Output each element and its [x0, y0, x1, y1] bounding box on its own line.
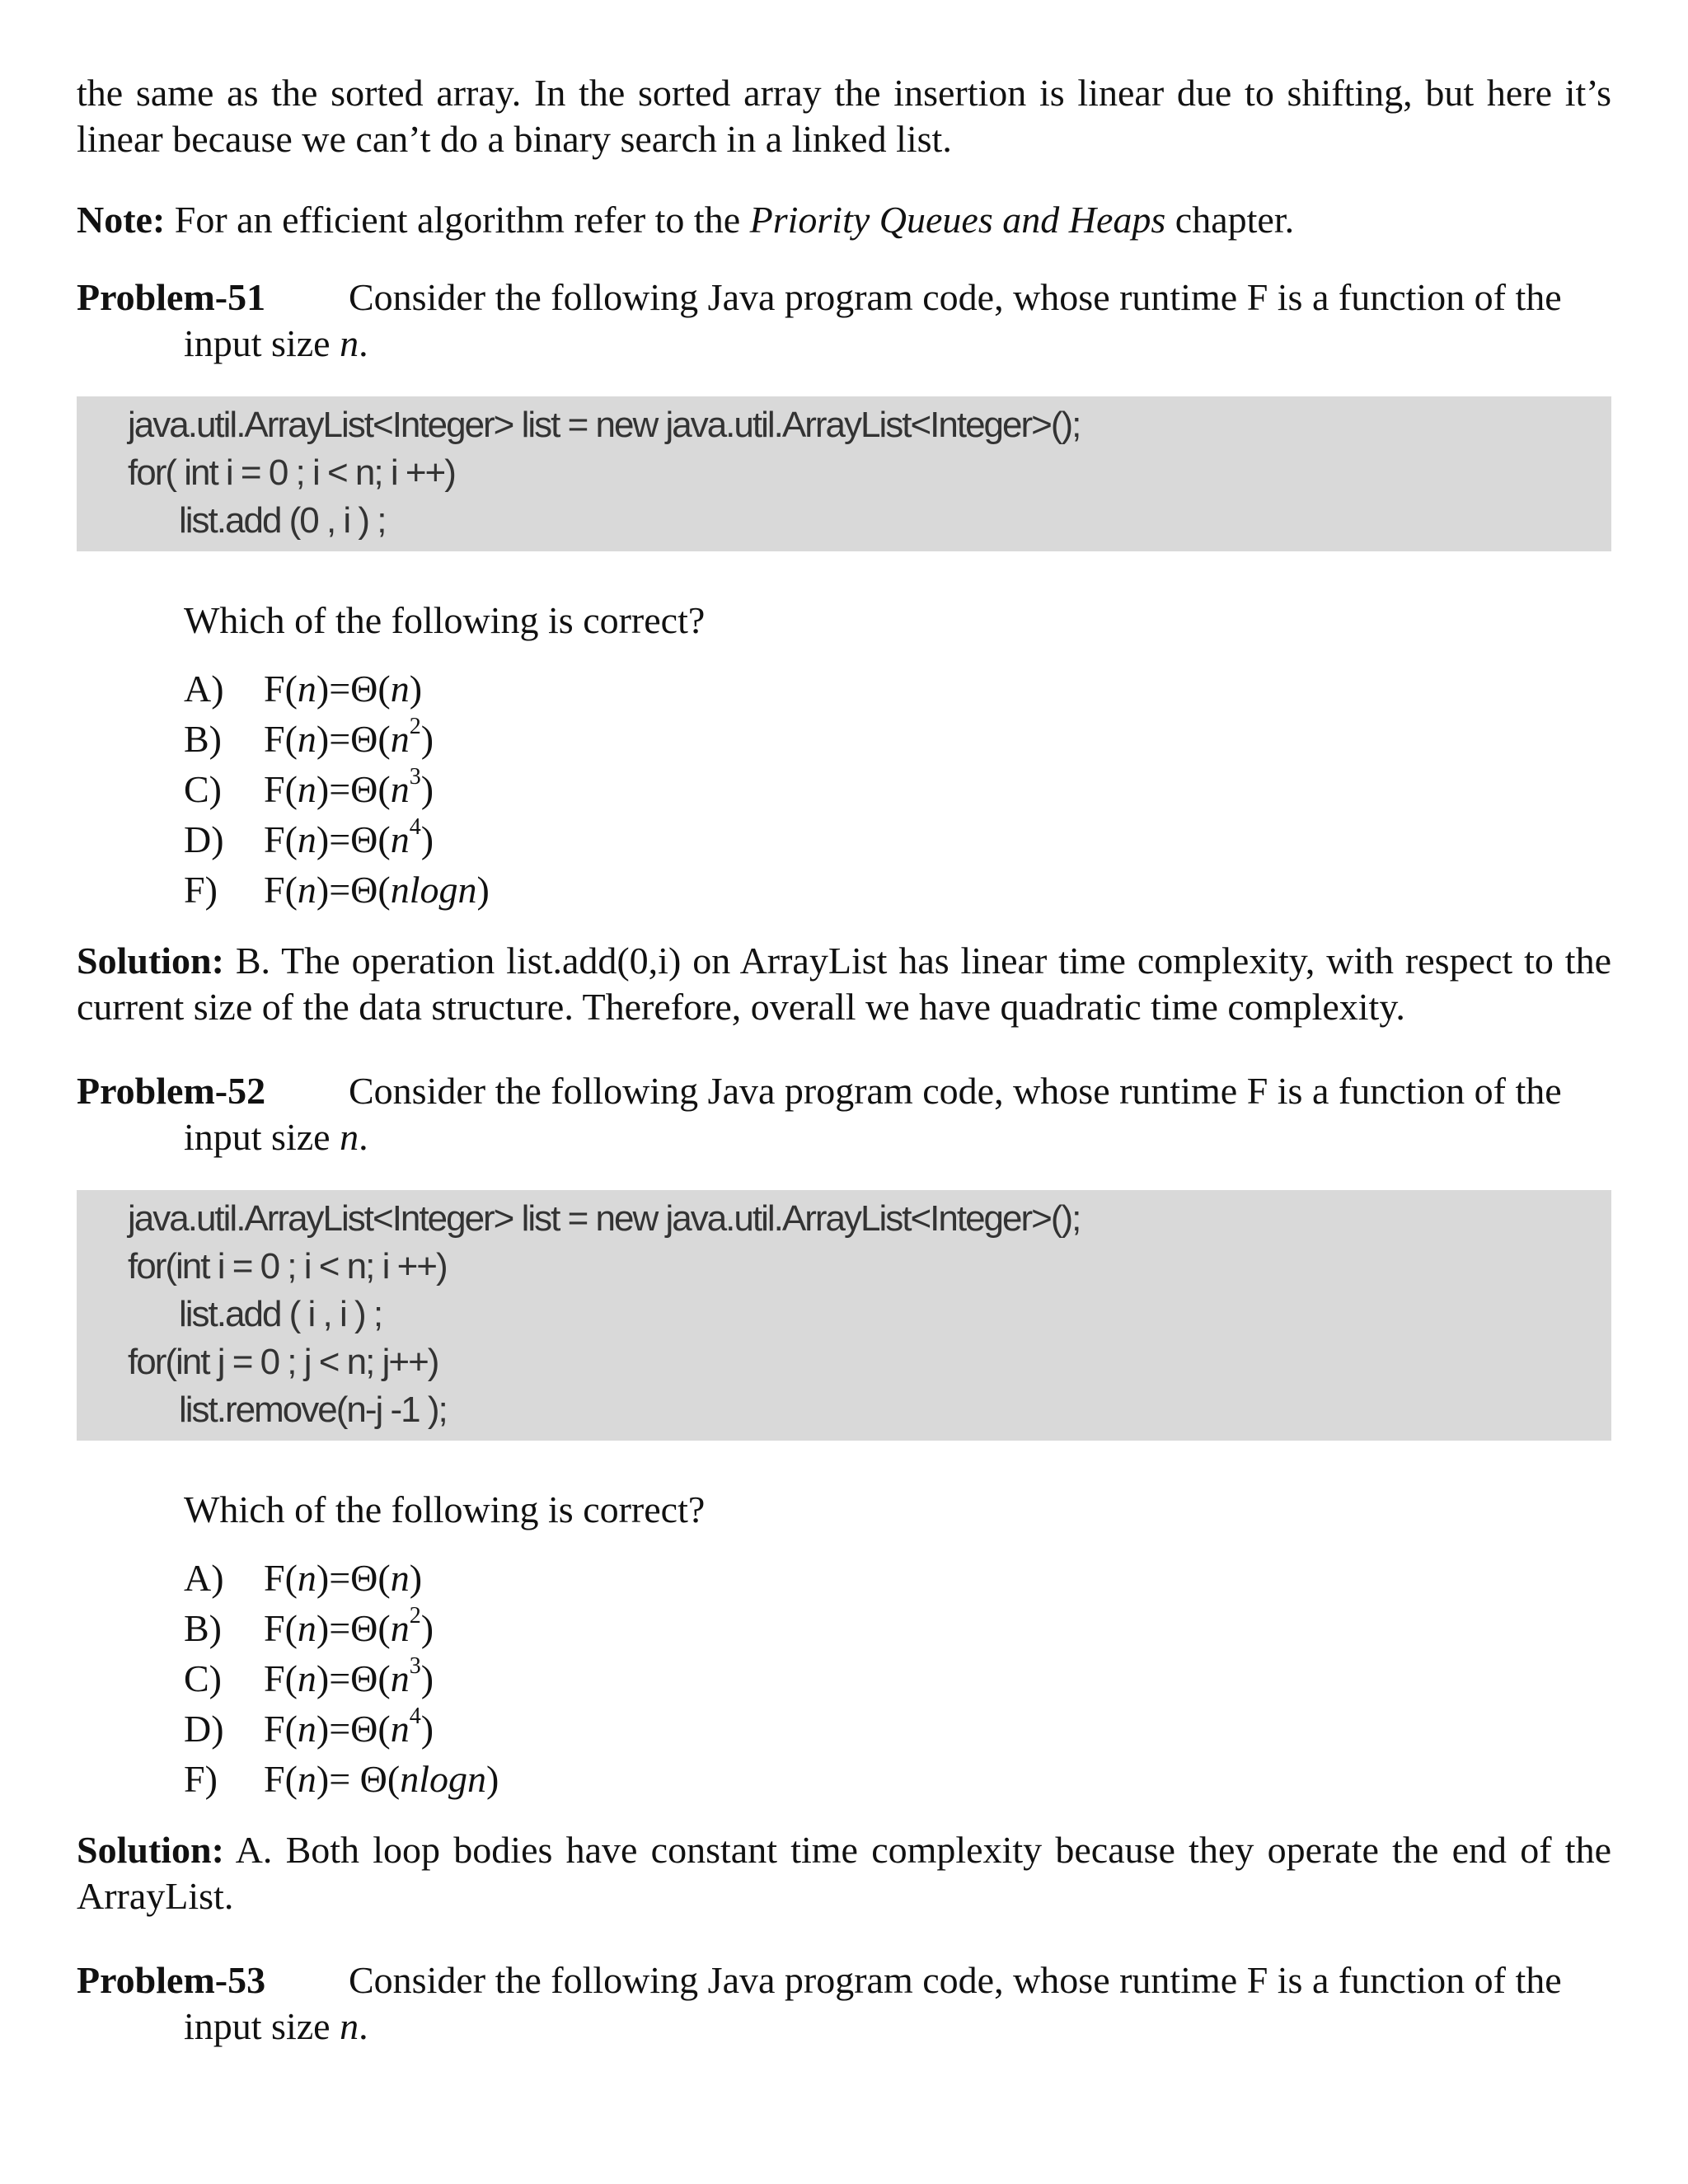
- option-exponent: 4: [409, 814, 421, 840]
- question-text: Which of the following is correct?: [184, 599, 706, 641]
- intro-paragraph: the same as the sorted array. In the sorted array the insertion is linear due to shifting, but here it’s linear because we can’t do a binary search in a linked list.: [77, 72, 1611, 160]
- option-expr-part: F(: [264, 1758, 298, 1800]
- option-variable: n: [297, 1607, 316, 1649]
- problem-53: [77, 1957, 1611, 2050]
- option-expr-part: ): [420, 1657, 434, 1699]
- option-letter: F): [184, 869, 218, 911]
- option-exponent: 3: [409, 1653, 421, 1679]
- note-label: Note:: [77, 199, 166, 241]
- option-expr-part: ): [420, 818, 434, 860]
- answer-option: [184, 1704, 1611, 1754]
- option-variable: n: [297, 869, 316, 911]
- option-complexity: nlogn: [390, 869, 477, 911]
- option-complexity: n: [390, 768, 410, 810]
- option-expression: [264, 1653, 434, 1704]
- option-complexity: n: [390, 1708, 410, 1750]
- option-variable: n: [297, 1557, 316, 1599]
- option-expr-part: F(: [264, 1557, 298, 1599]
- problem-label: Problem-53: [77, 1959, 266, 2001]
- problem-52: [77, 1068, 1611, 1160]
- option-expr-part: ): [420, 1607, 434, 1649]
- option-variable: n: [297, 1758, 316, 1800]
- option-expr-part: )=Θ(: [316, 1708, 391, 1750]
- answer-option: [184, 865, 1611, 915]
- page-content: [77, 70, 1611, 2050]
- option-variable: n: [297, 718, 316, 760]
- solution-label: Solution:: [77, 1829, 224, 1871]
- option-expr-part: F(: [264, 818, 298, 860]
- option-expr-part: )= Θ(: [316, 1758, 401, 1800]
- option-expr-part: )=Θ(: [316, 768, 391, 810]
- option-expr-part: )=Θ(: [316, 668, 391, 710]
- option-complexity: n: [390, 718, 410, 760]
- option-letter: B): [184, 718, 222, 760]
- option-letter: A): [184, 668, 224, 710]
- option-exponent: 3: [409, 764, 421, 790]
- answer-option: [184, 814, 1611, 865]
- option-expression: [264, 814, 434, 865]
- option-complexity: n: [390, 818, 410, 860]
- note-text-before: For an efficient algorithm refer to the: [165, 199, 750, 241]
- solution-text: A. Both loop bodies have constant time complexity because they operate the end of the ArrayList.: [77, 1829, 1611, 1917]
- answer-option: [184, 764, 1611, 814]
- option-variable: n: [297, 1657, 316, 1699]
- answer-options: [77, 1553, 1611, 1804]
- option-letter: C): [184, 1657, 222, 1699]
- answer-option: [184, 1653, 1611, 1704]
- option-complexity: n: [390, 1607, 410, 1649]
- note-chapter-title: Priority Queues and Heaps: [749, 199, 1166, 241]
- problem-label: Problem-51: [77, 276, 266, 318]
- option-expr-part: ): [486, 1758, 499, 1800]
- option-expr-part: )=Θ(: [316, 1657, 391, 1699]
- code-line: for( int i = 0 ; i < n; i ++): [128, 452, 455, 493]
- option-expr-part: )=Θ(: [316, 718, 391, 760]
- code-line: list.add (0 , i ) ;: [179, 500, 386, 541]
- option-expression: [264, 1704, 434, 1754]
- option-variable: n: [297, 1708, 316, 1750]
- note-paragraph: [77, 197, 1611, 243]
- option-expression: [264, 764, 434, 814]
- problem-text-continued: input size n.: [184, 1116, 368, 1158]
- option-variable: n: [297, 668, 316, 710]
- option-exponent: 4: [409, 1704, 421, 1729]
- code-block: [77, 1190, 1611, 1441]
- problem-text: Consider the following Java program code, whose runtime F is a function of the: [349, 276, 1562, 318]
- code-line: list.remove(n-j -1 );: [179, 1390, 447, 1430]
- option-expr-part: F(: [264, 718, 298, 760]
- problem-51: [77, 274, 1611, 367]
- answer-option: [184, 663, 1611, 714]
- code-line: for(int j = 0 ; j < n; j++): [128, 1342, 438, 1382]
- option-variable: n: [297, 818, 316, 860]
- option-letter: A): [184, 1557, 224, 1599]
- option-expr-part: ): [409, 1557, 423, 1599]
- answer-option: [184, 1553, 1611, 1603]
- option-expr-part: )=Θ(: [316, 1607, 391, 1649]
- option-expression: [264, 663, 422, 714]
- option-expression: [264, 1553, 422, 1603]
- problem-text: Consider the following Java program code, whose runtime F is a function of the: [349, 1070, 1562, 1112]
- option-expr-part: )=Θ(: [316, 818, 391, 860]
- solution-text: B. The operation list.add(0,i) on ArrayList has linear time complexity, with respect to the current size of the data structure. Therefore, overall we have quadratic time complexity.: [77, 940, 1611, 1028]
- option-complexity: nlogn: [400, 1758, 486, 1800]
- problem-label: Problem-52: [77, 1070, 266, 1112]
- option-expr-part: ): [420, 718, 434, 760]
- option-expr-part: F(: [264, 768, 298, 810]
- solution-paragraph: [77, 1827, 1611, 1919]
- option-exponent: 2: [409, 714, 421, 739]
- question-text: Which of the following is correct?: [184, 1488, 706, 1530]
- option-letter: F): [184, 1758, 218, 1800]
- answer-options: [77, 663, 1611, 915]
- solution-label: Solution:: [77, 940, 224, 982]
- option-complexity: n: [390, 668, 410, 710]
- code-line: java.util.ArrayList<Integer> list = new java.util.ArrayList<Integer>();: [128, 1198, 1081, 1239]
- option-expr-part: F(: [264, 1657, 298, 1699]
- option-expr-part: F(: [264, 869, 298, 911]
- code-line: list.add ( i , i ) ;: [179, 1294, 382, 1334]
- option-expr-part: ): [409, 668, 423, 710]
- option-exponent: 2: [409, 1603, 421, 1629]
- option-letter: C): [184, 768, 222, 810]
- option-expression: [264, 1754, 499, 1804]
- option-expr-part: )=Θ(: [316, 1557, 391, 1599]
- option-expression: [264, 714, 434, 764]
- option-expr-part: F(: [264, 1708, 298, 1750]
- option-letter: D): [184, 1708, 224, 1750]
- option-expression: [264, 1603, 434, 1653]
- problem-text-continued: input size n.: [184, 2005, 368, 2047]
- option-letter: B): [184, 1607, 222, 1649]
- option-complexity: n: [390, 1657, 410, 1699]
- option-expr-part: F(: [264, 1607, 298, 1649]
- option-variable: n: [297, 768, 316, 810]
- code-block: [77, 396, 1611, 551]
- option-expr-part: ): [420, 768, 434, 810]
- option-expression: [264, 865, 490, 915]
- option-expr-part: ): [476, 869, 490, 911]
- answer-option: [184, 1603, 1611, 1653]
- option-expr-part: ): [420, 1708, 434, 1750]
- answer-option: [184, 1754, 1611, 1804]
- code-line: java.util.ArrayList<Integer> list = new java.util.ArrayList<Integer>();: [128, 405, 1081, 445]
- answer-option: [184, 714, 1611, 764]
- option-letter: D): [184, 818, 224, 860]
- problem-text: Consider the following Java program code, whose runtime F is a function of the: [349, 1959, 1562, 2001]
- option-complexity: n: [390, 1557, 410, 1599]
- option-expr-part: )=Θ(: [316, 869, 391, 911]
- solution-paragraph: [77, 938, 1611, 1030]
- problem-text-continued: input size n.: [184, 322, 368, 364]
- code-line: for(int i = 0 ; i < n; i ++): [128, 1246, 447, 1286]
- option-expr-part: F(: [264, 668, 298, 710]
- note-text-after: chapter.: [1165, 199, 1295, 241]
